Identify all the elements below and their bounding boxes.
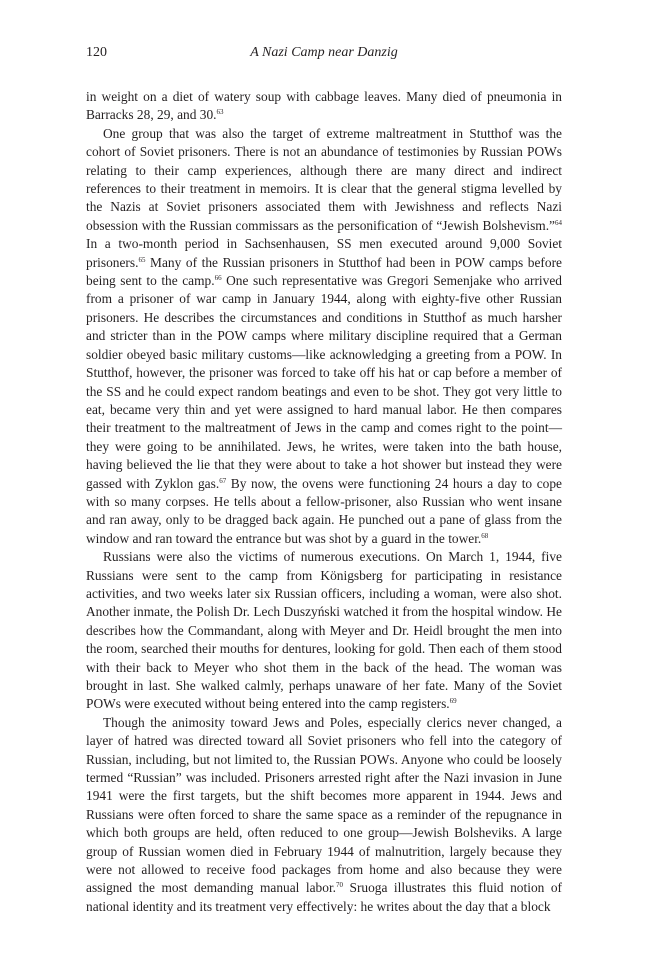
footnote-marker: 63	[216, 108, 224, 117]
footnote-marker: 65	[138, 255, 146, 264]
footnote-marker: 64	[555, 218, 562, 227]
paragraph	[86, 714, 562, 916]
footnote-marker: 68	[481, 531, 489, 540]
paragraph-text: Sruoga illustrates this fluid notion of national identity and its treatment very effectively: he writes about the day that a block	[86, 880, 562, 914]
paragraph-text: Russians were also the victims of numerous executions. On March 1, 1944, five Russians were sent to the camp from Königsberg for participating in resistance activities, and two weeks later six Russian officers, including a woman, were also shot. Another inmate, the Polish Dr. Lech Duszyński watched it from the hospital window. He describes how the Commandant, along with Meyer and Dr. Heidl brought the men into the room, searched their mouths for dentures, looking for gold. Then each of them stood with their back to Meyer who shot them in the back of the head. The woman was brought in last. She walked calmly, perhaps unaware of her fate. Many of the Soviet POWs were executed without being entered into the camp registers.	[86, 549, 562, 712]
footnote-marker: 70	[336, 881, 344, 890]
footnote-marker: 67	[219, 476, 227, 485]
paragraph-text: One group that was also the target of extreme maltreatment in Stutthof was the cohort of Soviet prisoners. There is not an abundance of testimonies by Russian POWs relating to their camp experiences, although there are many direct and indirect references to their treatment in memoirs. It is clear that the general stigma levelled by the Nazis at Soviet prisoners associated them with Jewishness and reflects Nazi obsession with the Russian commissars as the personification of “Jewish Bolshevism.”	[86, 125, 562, 233]
paragraph-text: Though the animosity toward Jews and Poles, especially clerics never changed, a layer of hatred was directed toward all Soviet prisoners who fell into the category of Russian, including, but not limited to, the Russian POWs. Anyone who could be loosely termed “Russian” was included. Prisoners arrested right after the Nazi invasion in June 1941 were the first targets, but the shift becomes more apparent in 1944. Jews and Russians were often forced to share the same space as a reminder of the repugnance in which both groups are held, often reduced to one group—Jewish Bolsheviks. A large group of Russian women died in February 1944 of malnutrition, largely because they were not allowed to receive food packages from home and also because they were assigned the most demanding manual labor.	[86, 714, 562, 896]
paragraph-text: One such representative was Gregori Semenjake who arrived from a prisoner of war camp in January 1944, along with eighty-five other Russian prisoners. He describes the circumstances and conditions in Stutthof as much harsher and stricter than in the POW camps where military discipline required that a German soldier obeyed basic military customs—like acknowledging a greeting from a POW. In Stutthof, however, the prisoner was forced to take off his hat or cap before a member of the SS and he could expect random beatings and even to be shot. They got very little to eat, became very thin and yet were assigned to hard manual labor. He then compares their treatment to the maltreatment of Jews in the camp and comes right to the point—they were going to be annihilated. Jews, he writes, were taken into the bath house, having believed the lie that they were about to take a hot shower but instead they were gassed with Zyklon gas.	[86, 273, 562, 491]
paragraph	[86, 125, 562, 548]
paragraph-text: By now, the ovens were functioning 24 hours a day to cope with so many corpses. He tells about a fellow-prisoner, also Russian who went insane and ran away, only to be dragged back again. He punched out a pane of glass from the window and ran toward the entrance but was shot by a guard in the tower.	[86, 475, 562, 546]
paragraph	[86, 548, 562, 714]
running-head: A Nazi Camp near Danzig	[250, 45, 398, 60]
page-number: 120	[86, 45, 107, 60]
paragraph-text: In a two-month period in Sachsenhausen, SS men executed around 9,000 Soviet prisoners.	[86, 236, 562, 270]
paragraph-text: in weight on a diet of watery soup with cabbage leaves. Many died of pneumonia in Barracks 28, 29, and 30.	[86, 89, 562, 123]
body-text	[86, 88, 562, 916]
paragraph	[86, 88, 562, 125]
page-header	[86, 43, 562, 63]
footnote-marker: 66	[214, 274, 222, 283]
footnote-marker: 69	[449, 697, 457, 706]
paragraph-text: Many of the Russian prisoners in Stutthof had been in POW camps before being sent to the camp.	[86, 254, 562, 289]
